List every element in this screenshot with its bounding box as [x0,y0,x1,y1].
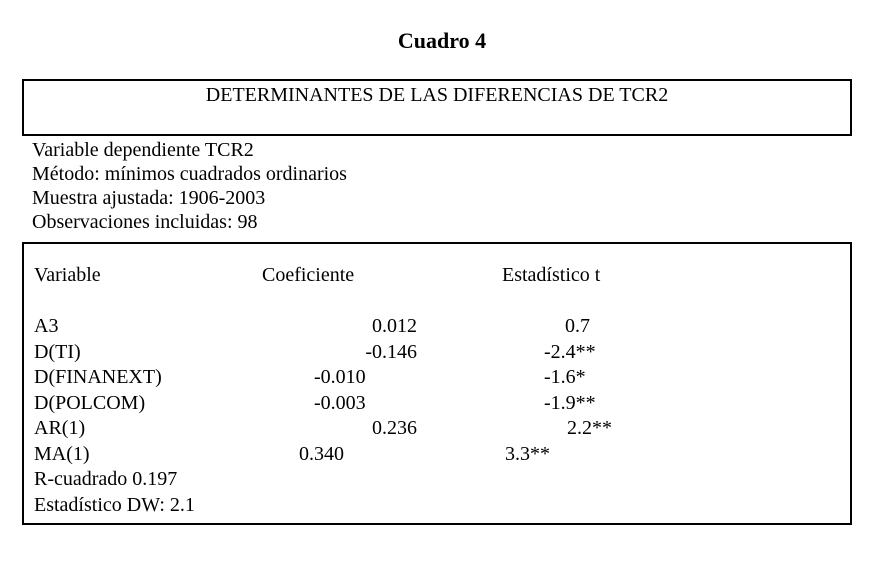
coefficient-cell: 0.012 [372,315,417,337]
header-tstatistic: Estadístico t [502,264,601,286]
coefficient-cell: -0.010 [314,366,366,388]
table-title-box [22,79,852,136]
table-row [24,340,850,366]
variable-cell: D(TI) [34,340,81,363]
tstat-cell: 0.7 [565,315,590,337]
tstat-cell: -1.6* [544,366,586,388]
meta-line-sample: Muestra ajustada: 1906-2003 [32,187,266,209]
variable-cell: AR(1) [34,417,86,439]
r-squared-row [24,467,850,493]
table-caption: Cuadro 4 [397,28,487,53]
variable-cell: A3 [34,315,59,337]
model-summary [32,138,347,234]
meta-line-observations: Observaciones incluidas: 98 [32,211,258,233]
meta-line-method: Método: mínimos cuadrados ordinarios [32,163,347,185]
variable-cell: MA(1) [34,442,90,465]
table-row [24,442,850,468]
tstat-cell: 2.2** [567,417,612,439]
table-row [24,416,850,442]
results-table [22,242,852,525]
spacer-row [24,289,850,315]
table-title: DETERMINANTES DE LAS DIFERENCIAS DE TCR2 [205,84,669,106]
coefficient-cell: 0.236 [372,417,417,439]
table-row [24,391,850,417]
table-header-row [24,263,850,289]
variable-cell: D(FINANEXT) [34,366,162,388]
dw-statistic-value: Estadístico DW: 2.1 [34,493,195,516]
coefficient-cell: -0.003 [314,391,366,414]
tstat-cell: -1.9** [544,391,596,414]
r-squared-value: R-cuadrado 0.197 [34,468,178,490]
variable-cell: D(POLCOM) [34,391,146,414]
dw-statistic-row [24,493,850,519]
coefficient-cell: -0.146 [365,340,417,363]
table-row [24,314,850,340]
meta-line-dependent-variable: Variable dependiente TCR2 [32,139,254,161]
table-row [24,365,850,391]
tstat-cell: 3.3** [505,442,550,465]
tstat-cell: -2.4** [544,340,596,363]
header-variable: Variable [34,264,101,286]
coefficient-cell: 0.340 [299,442,344,465]
header-coefficient: Coeficiente [262,264,355,286]
